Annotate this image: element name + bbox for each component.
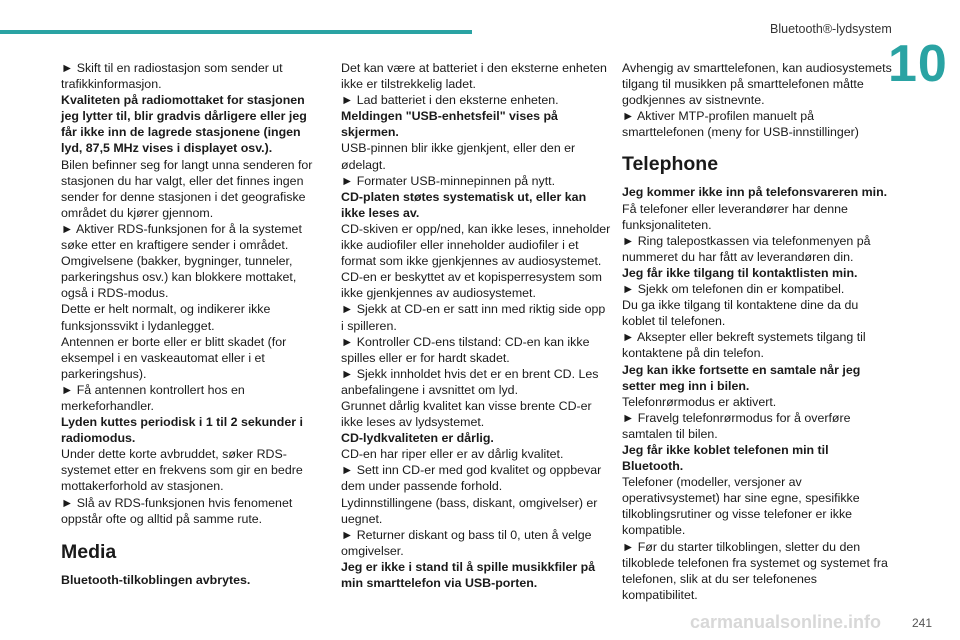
problem-heading: CD-lydkvaliteten er dårlig. <box>341 431 494 446</box>
paragraph: Få telefoner eller leverandører har denne funksjonaliteten. <box>622 201 848 232</box>
paragraph: ► Sjekk innholdet hvis det er en brent CD. Les anbefalingene i avsnittet om lyd. <box>341 366 599 397</box>
paragraph: Telefonrørmodus er aktivert. <box>622 394 777 409</box>
problem-heading: Jeg er ikke i stand til å spille musikkfiler på min smarttelefon via USB-porten. <box>341 559 596 590</box>
paragraph: CD-en er beskyttet av et kopisperresystem som ikke gjenkjennes av audiosystemet. <box>341 270 602 301</box>
paragraph: Telefoner (modeller, versjoner av operativsystemet) har sine egne, spesifikke tilkoblingsrutiner og visse telefoner er ikke kompatible. <box>622 475 860 538</box>
paragraph: ► Returner diskant og bass til 0, uten å velge omgivelser. <box>341 527 592 558</box>
paragraph: USB-pinnen blir ikke gjenkjent, eller den er ødelagt. <box>341 141 576 172</box>
paragraph: ► Sett inn CD-er med god kvalitet og oppbevar dem under passende forhold. <box>341 463 602 494</box>
paragraph: Lydinnstillingene (bass, diskant, omgivelser) er uegnet. <box>341 495 598 526</box>
paragraph: ► Få antennen kontrollert hos en merkeforhandler. <box>61 382 245 413</box>
paragraph: ► Aktiver MTP-profilen manuelt på smarttelefonen (meny for USB-innstillinger) <box>622 109 859 140</box>
section-title: Bluetooth®-lydsystem <box>770 22 892 36</box>
paragraph: ► Slå av RDS-funksjonen hvis fenomenet oppstår ofte og alltid på samme rute. <box>61 495 293 526</box>
paragraph: ► Lad batteriet i den eksterne enheten. <box>341 93 559 108</box>
watermark: carmanualsonline.info <box>690 612 882 632</box>
problem-heading: Bluetooth-tilkoblingen avbrytes. <box>61 572 251 587</box>
paragraph: ► Kontroller CD-ens tilstand: CD-en kan ikke spilles eller er for hardt skadet. <box>341 334 590 365</box>
paragraph: Omgivelsene (bakker, bygninger, tunneler, parkeringshus osv.) kan blokkere mottaket, også i RDS-modus. <box>61 254 297 301</box>
problem-heading: Jeg kan ikke fortsette en samtale når jeg setter meg inn i bilen. <box>622 362 861 393</box>
problem-heading: Jeg får ikke tilgang til kontaktlisten min. <box>622 265 858 280</box>
problem-heading: Kvaliteten på radiomottaket for stasjonen jeg lytter til, blir gradvis dårligere eller jeg får ikke inn de lagrede stasjonene (ingen lyd, 87,5 MHz vises i displayet osv.). <box>61 93 307 156</box>
paragraph: Du ga ikke tilgang til kontaktene dine da du koblet til telefonen. <box>622 298 859 329</box>
section-heading: Telephone <box>622 153 719 176</box>
paragraph: Avhengig av smarttelefonen, kan audiosystemets tilgang til musikken på smarttelefonen måtte godkjennes av sistnevnte. <box>622 61 892 108</box>
problem-heading: Lyden kuttes periodisk i 1 til 2 sekunder i radiomodus. <box>61 415 303 446</box>
paragraph: Grunnet dårlig kvalitet kan visse brente CD-er ikke leses av lydsystemet. <box>341 398 592 430</box>
paragraph: ► Fravelg telefonrørmodus for å overføre samtalen til bilen. <box>622 410 851 441</box>
paragraph: ► Sjekk at CD-en er satt inn med riktig side opp i spilleren. <box>341 302 606 333</box>
problem-heading: Jeg kommer ikke inn på telefonsvareren min. <box>622 185 888 200</box>
paragraph: ► Før du starter tilkoblingen, sletter du den tilkoblede telefonen fra systemet og systemet fra telefonen, slik at du ser telefonenes kompatibilitet. <box>622 539 888 602</box>
header-accent-bar <box>0 30 472 34</box>
page-number: 241 <box>912 616 933 630</box>
paragraph: CD-en har riper eller er av dårlig kvalitet. <box>341 447 564 462</box>
paragraph: ► Sjekk om telefonen din er kompatibel. <box>622 282 845 297</box>
paragraph: ► Skift til en radiostasjon som sender ut trafikkinformasjon. <box>61 61 283 92</box>
text-column-3 <box>622 60 892 603</box>
paragraph: Antennen er borte eller er blitt skadet (for eksempel i en vaskeautomat eller i et parkeringshus). <box>61 334 287 381</box>
paragraph: ► Ring talepostkassen via telefonmenyen på nummeret du har fått av leverandøren din. <box>622 233 871 264</box>
paragraph: ► Aktiver RDS-funksjonen for å la systemet søke etter en kraftigere sender i området. <box>61 221 302 253</box>
problem-heading: Meldingen "USB-enhetsfeil" vises på skjermen. <box>341 109 558 140</box>
paragraph: Det kan være at batteriet i den eksterne enheten ikke er tilstrekkelig ladet. <box>341 61 607 92</box>
paragraph: Under dette korte avbruddet, søker RDS-systemet etter en frekvens som gir en bedre mottakerforhold av stasjonen. <box>61 447 303 494</box>
text-column-1 <box>61 60 323 588</box>
paragraph: ► Aksepter eller bekreft systemets tilgang til kontaktene på din telefon. <box>622 330 866 361</box>
paragraph: Bilen befinner seg for langt unna senderen for stasjonen du har valgt, eller det finnes ingen sender for denne stasjonen i det geografiske området du kjører gjennom. <box>61 157 313 220</box>
problem-heading: CD-platen støtes systematisk ut, eller kan ikke leses av. <box>341 189 587 220</box>
paragraph: ► Formater USB-minnepinnen på nytt. <box>341 173 556 188</box>
problem-heading: Jeg får ikke koblet telefonen min til Bluetooth. <box>622 442 829 474</box>
section-heading: Media <box>61 540 117 563</box>
paragraph: Dette er helt normalt, og indikerer ikke funksjonssvikt i lydanlegget. <box>61 302 271 333</box>
paragraph: CD-skiven er opp/ned, kan ikke leses, inneholder ikke audiofiler eller inneholder audiofiler i et format som ikke gjenkjennes av audiosystemet. <box>341 221 611 269</box>
chapter-number: 10 <box>888 35 948 93</box>
text-column-2 <box>341 60 611 591</box>
